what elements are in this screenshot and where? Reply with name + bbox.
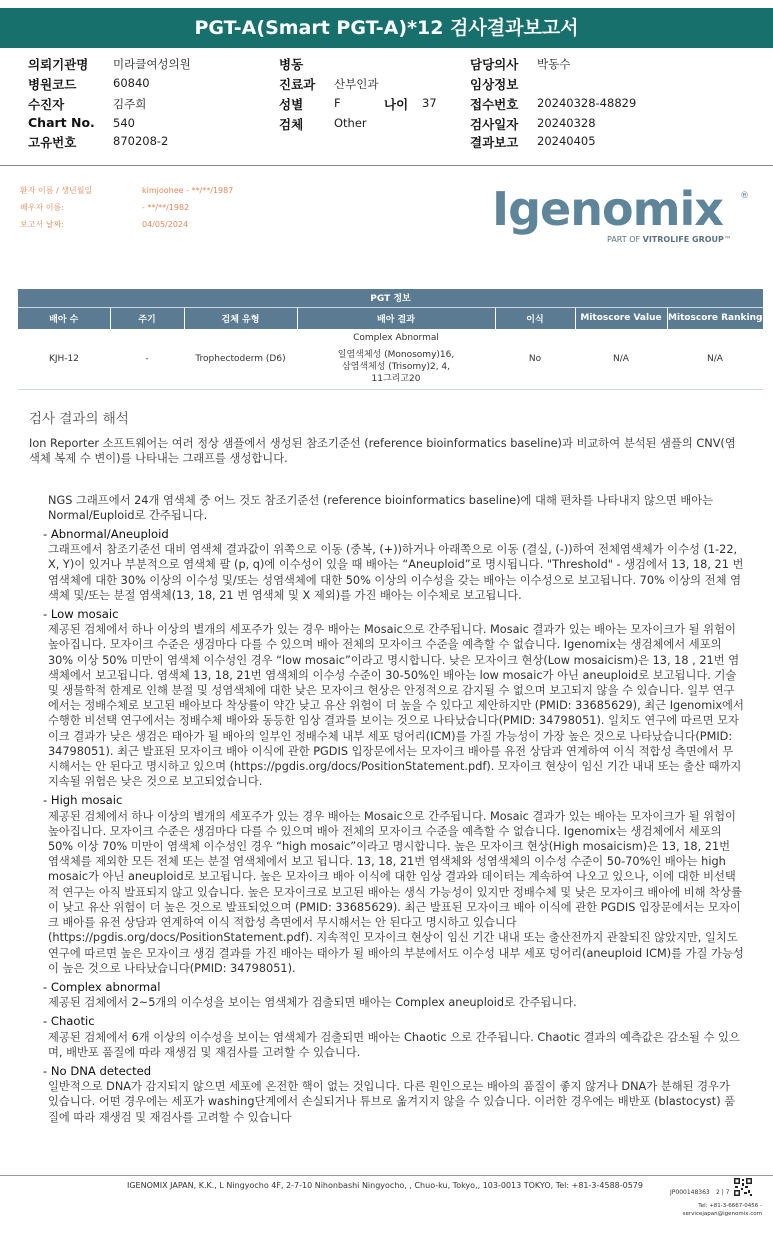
test-date-value: 20240328 xyxy=(537,116,596,130)
normal-paragraph: NGS 그래프에서 24개 염색체 중 어느 것도 참조기준선 (reference bioinformatics baseline)에 대해 편차를 나타내지 않으면 배아는 Normal/Euploid로 간주됩니다. xyxy=(48,493,714,522)
spouse-name-value: - **/**/1982 xyxy=(142,203,190,212)
cell-embryo: KJH-12 xyxy=(18,329,110,389)
pgt-table-header-row xyxy=(18,307,763,329)
section-high-mosaic xyxy=(29,793,744,975)
institution-label: 의뢰기관명 xyxy=(28,57,89,72)
age-value: 37 xyxy=(422,96,437,110)
cell-cycle: - xyxy=(110,329,184,389)
sex-value: F xyxy=(334,96,341,110)
report-date-value-2: 04/05/2024 xyxy=(142,220,189,229)
footer-contact-phone: Tel: +81-3-6667-0456 - xyxy=(698,1203,762,1209)
pgt-table-caption: PGT 정보 xyxy=(18,289,763,307)
report-title: PGT-A(Smart PGT-A)*12 검사결과보고서 xyxy=(0,8,773,48)
cell-result xyxy=(297,329,495,389)
dept-label: 진료과 xyxy=(279,77,316,92)
section-title: - No DNA detected xyxy=(43,1063,152,1078)
unique-no-value: 870208-2 xyxy=(113,134,169,148)
section-title: - High mosaic xyxy=(43,793,123,808)
cell-mito-rank: N/A xyxy=(667,329,763,389)
logo-subtitle xyxy=(607,235,732,244)
cell-specimen: Trophectoderm (D6) xyxy=(184,329,297,389)
col-result: 배아 결과 xyxy=(297,307,495,329)
hospital-code-value: 60840 xyxy=(113,76,150,90)
cell-transfer: No xyxy=(495,329,575,389)
section-aneuploid xyxy=(29,527,744,603)
result-line-4: 11그리고20 xyxy=(371,374,421,385)
patient-name-value: kimjoohee - **/**/1987 xyxy=(142,186,234,195)
section-no-dna xyxy=(29,1064,744,1125)
doctor-value: 박동수 xyxy=(537,57,571,71)
pgt-info-table xyxy=(18,289,763,390)
logo-sub-suffix: ™ xyxy=(723,235,732,244)
logo-sub-bold: VITROLIFE GROUP xyxy=(642,235,724,244)
examinee-value: 김주희 xyxy=(113,97,147,111)
ward-label: 병동 xyxy=(279,57,304,72)
doctor-label: 담당의사 xyxy=(470,57,519,72)
receipt-no-label: 접수번호 xyxy=(470,97,519,112)
patient-name-label: 환자 이름 / 생년월일 xyxy=(20,186,93,195)
section-complex-abnormal xyxy=(29,980,744,1010)
logo-registered-mark: ® xyxy=(740,191,749,201)
qr-code-icon xyxy=(733,1177,753,1197)
footer-page-number: 2 | 7 xyxy=(716,1189,730,1196)
table-row xyxy=(18,329,763,389)
chart-no-value: 540 xyxy=(113,116,135,130)
section-body: 일반적으로 DNA가 감지되지 않으면 세포에 온전한 핵이 없는 것입니다. 다른 원인으로는 배아의 품질이 좋지 않거나 DNA가 분해된 경우가 있습니다. 어떤 경우에는 세포가 washing단계에서 손실되거나 튜브로 옮겨지지 않을 수 있습니다. 이러한 경우에는 배반포 (blastocyst) 품질에 따라 재생검 및 재검사를 고려할 수 있습니다 xyxy=(48,1080,736,1124)
cell-mito-value: N/A xyxy=(575,329,667,389)
section-title: - Low mosaic xyxy=(43,607,119,622)
footer-doc-code: JP000148363 xyxy=(670,1189,710,1196)
footer-divider xyxy=(0,1175,773,1176)
igenomix-logo xyxy=(492,182,752,244)
report-date-value: 20240405 xyxy=(537,134,596,148)
logo-sub-prefix: PART OF xyxy=(607,235,643,244)
interpretation-intro: Ion Reporter 소프트웨어는 여러 정상 샘플에서 생성된 참조기준선 (reference bioinformatics baseline)과 비교하여 분석된 샘플의 CNV(염색체 복제 수 변이)를 나타내는 그래프를 생성합니다. xyxy=(29,437,736,466)
col-mito-value: Mitoscore Value xyxy=(575,307,667,329)
footer-contact-email: servicejapan@igenomix.com xyxy=(682,1211,762,1217)
specimen-value: Other xyxy=(334,116,367,130)
dept-value: 산부인과 xyxy=(334,77,379,91)
footer-address: IGENOMIX JAPAN, K.K., L Ningyocho 4F, 2-7-10 Nihonbashi Ningyocho, , Chuo-ku, Tokyo,, 103-0013 TOKYO, Tel: +81-3-4588-0579 xyxy=(126,1181,643,1190)
section-body: 제공된 검체에서 하나 이상의 별개의 세포주가 있는 경우 배아는 Mosaic으로 간주됩니다. Mosaic 결과가 있는 배아는 모자이크가 될 위험이 높아집니다. 모자이크 수준은 생검마다 다를 수 있으며 배아 전체의 모자이크 수준을 예측할 수 없습니다. Igenomix는 생검체에서 세포의 30% 이상 50% 미만이 염색체 이수성인 경우 “low mosaic”이라고 명시합니다. 낮은 모자이크 현상(Low mosaicism)은 13, 18 , 21번 염색체에서 보고됩니다. 염색체 13, 18, 21번 염색체의 이수성 수준이 30-50%인 배아는 low mosaic가 아닌 aneuploid로 보고됩니다. 기술 및 생물학적 한계로 인해 분절 및 성염색체에 대한 낮은 모자이크 현상은 안정적으로 감지될 수 없으며 보고되지 않을 수 있습니다. 일부 연구에서는 정배수체로 보고된 배아보다 착상률이 약간 낮고 유산 위험이 더 높을 수 있다고 제안하지만 (PMID: 33685629), 최근 Igenomix에서 수행한 비선택 연구에서는 정배수체 배아와 동등한 임상 결과를 보이는 것으로 나타났습니다(PMID: 34798051). 일치도 연구에 따르면 모자이크 결과가 낮은 생검은 태아가 될 배아의 일부인 정배수체 내부 세포 덩어리(ICM)를 가질 가능성이 가장 높은 것으로 나타났습니다(PMID: 34798051). 최근 발표된 모자이크 배아 이식에 관한 PGDIS 입장문에서는 모자이크 배아를 유전 상담과 연계하여 이식 적합성 측면에서 무시해서는 안 된다고 명시하고 있으며 (https://pgdis.org/docs/PositionStatement.pdf). 모자이크 현상이 임신 기간 내내 또는 출산 때까지 지속될 위험은 낮은 것으로 보고되었습니다. xyxy=(48,623,744,789)
result-line-1: Complex Abnormal xyxy=(353,333,439,344)
logo-wordmark: Igenomix xyxy=(492,182,723,236)
col-cycle: 주기 xyxy=(110,307,184,329)
sex-label: 성별 xyxy=(279,97,304,112)
col-mito-rank: Mitoscore Ranking xyxy=(667,307,763,329)
section-body: 제공된 검체에서 6개 이상의 이수성을 보이는 염색체가 검출되면 배아는 Chaotic 으로 간주됩니다. Chaotic 결과의 예측값은 감소될 수 있으며, 배반포 품질에 따라 재생검 및 재검사를 고려할 수 있습니다. xyxy=(48,1030,740,1059)
patient-info xyxy=(20,182,233,233)
receipt-no-value: 20240328-48829 xyxy=(537,96,637,110)
result-line-2: 일염색체성 (Monosomy)16, xyxy=(337,350,455,361)
interpretation-heading: 검사 결과의 해석 xyxy=(29,411,129,427)
section-body: 제공된 검체에서 하나 이상의 별개의 세포주가 있는 경우 배아는 Mosaic으로 간주됩니다. Mosaic 결과가 있는 배아는 모자이크가 될 위험이 높아집니다. 모자이크 수준은 생검마다 다를 수 있으며 배아 전체의 모자이크 수준을 예측할 수 없습니다. Igenomix는 생검체에서 세포의 50% 이상 70% 미만이 염색체 이수성인 경우 “high mosaic”이라고 명시합니다. 높은 모자이크 현상(High mosaicism)은 13, 18, 21번 염색체를 제외한 모든 전체 또는 분절 염색체에서 보고 됩니다. 13, 18, 21번 염색체와 성염색체의 이수성 수준이 50-70%인 배아는 high mosaic가 아닌 aneuploid로 보고됩니다. 높은 모자이크 배아 이식에 대한 임상 결과와 데이터는 계속하여 나오고 있으나, 이에 대한 비선택적 연구는 아직 발표되지 않고 있습니다. 높은 모자이크로 보고된 배아는 생식 가능성이 있지만 정배수체 및 낮은 모자이크 배아에 비해 착상률이 낮고 유산 위험이 더 높은 것으로 발표되었으며 (PMID: 33685629). 최근 발표된 모자이크 배아 이식에 관한 PGDIS 입장문에서는 모자이크 배아를 유전 상담과 연계하여 이식 적합성 측면에서 무시해서는 안 된다고 명시하고 있습니다 (https://pgdis.org/docs/PositionStatement.pdf). 지속적인 모자이크 현상이 임신 기간 내내 또는 출산전까지 관찰되진 않았지만, 일치도 연구에 따르면 높은 모자이크 생검 결과를 가진 배아는 태아가 될 배아의 부분에서도 이수성 내부 세포 덩어리(aneuploid ICM)를 가질 가능성이 높은 것으로 나타났습니다(PMID: 34798051). xyxy=(48,809,744,975)
examinee-label: 수진자 xyxy=(28,97,65,112)
col-specimen: 검체 유형 xyxy=(184,307,297,329)
section-body: 제공된 검체에서 2~5개의 이수성을 보이는 염색체가 검출되면 배아는 Complex aneuploid로 간주됩니다. xyxy=(48,996,577,1010)
hospital-code-label: 병원코드 xyxy=(28,77,77,92)
result-line-3: 삼염색체성 (Trisomy)2, 4, xyxy=(341,362,451,373)
footer-contact xyxy=(672,1202,762,1218)
section-chaotic xyxy=(29,1014,744,1060)
col-transfer: 이식 xyxy=(495,307,575,329)
test-date-label: 검사일자 xyxy=(470,117,519,132)
unique-no-label: 고유번호 xyxy=(28,135,77,150)
age-label: 나이 xyxy=(384,97,409,112)
header-divider xyxy=(0,165,773,166)
institution-value: 미라클여성의원 xyxy=(113,57,191,71)
clinical-label: 임상정보 xyxy=(470,77,519,92)
specimen-label: 검체 xyxy=(279,117,304,132)
report-date-label-2: 보고서 날짜: xyxy=(20,220,64,229)
section-body: 그래프에서 참조기준선 대비 염색체 결과값이 위쪽으로 이동 (중복, (+))하거나 아래쪽으로 이동 (결실, (-))하여 전체염색체가 이수성 (1-22, X, Y)이 있거나 부분적으로 염색체 팔 (p, q)에 이수성이 있을 때 배아는 “Aneuploid”로 명시됩니다. "Threshold" - 생검에서 13, 18, 21 번 염색체에 대한 30% 이상의 이수성 및/또는 성염색체에 대한 50% 이상의 이수성을 갖는 배아는 이수성으로 보고됩니다. 70% 이상의 전체 염색체 및/또는 분절 염색체(13, 18, 21 번 염색체 및 X 제외)를 가진 배아는 이수체로 보고됩니다. xyxy=(48,543,744,602)
interpretation-section xyxy=(29,412,744,1125)
chart-no-label: Chart No. xyxy=(28,115,95,130)
section-title: - Abnormal/Aneuploid xyxy=(43,527,169,542)
report-date-label: 결과보고 xyxy=(470,135,519,150)
col-embryo: 배아 수 xyxy=(18,307,110,329)
section-title: - Chaotic xyxy=(43,1014,95,1029)
spouse-name-label: 배우자 이름: xyxy=(20,203,64,212)
section-title: - Complex abnormal xyxy=(43,979,161,994)
section-low-mosaic xyxy=(29,607,744,789)
